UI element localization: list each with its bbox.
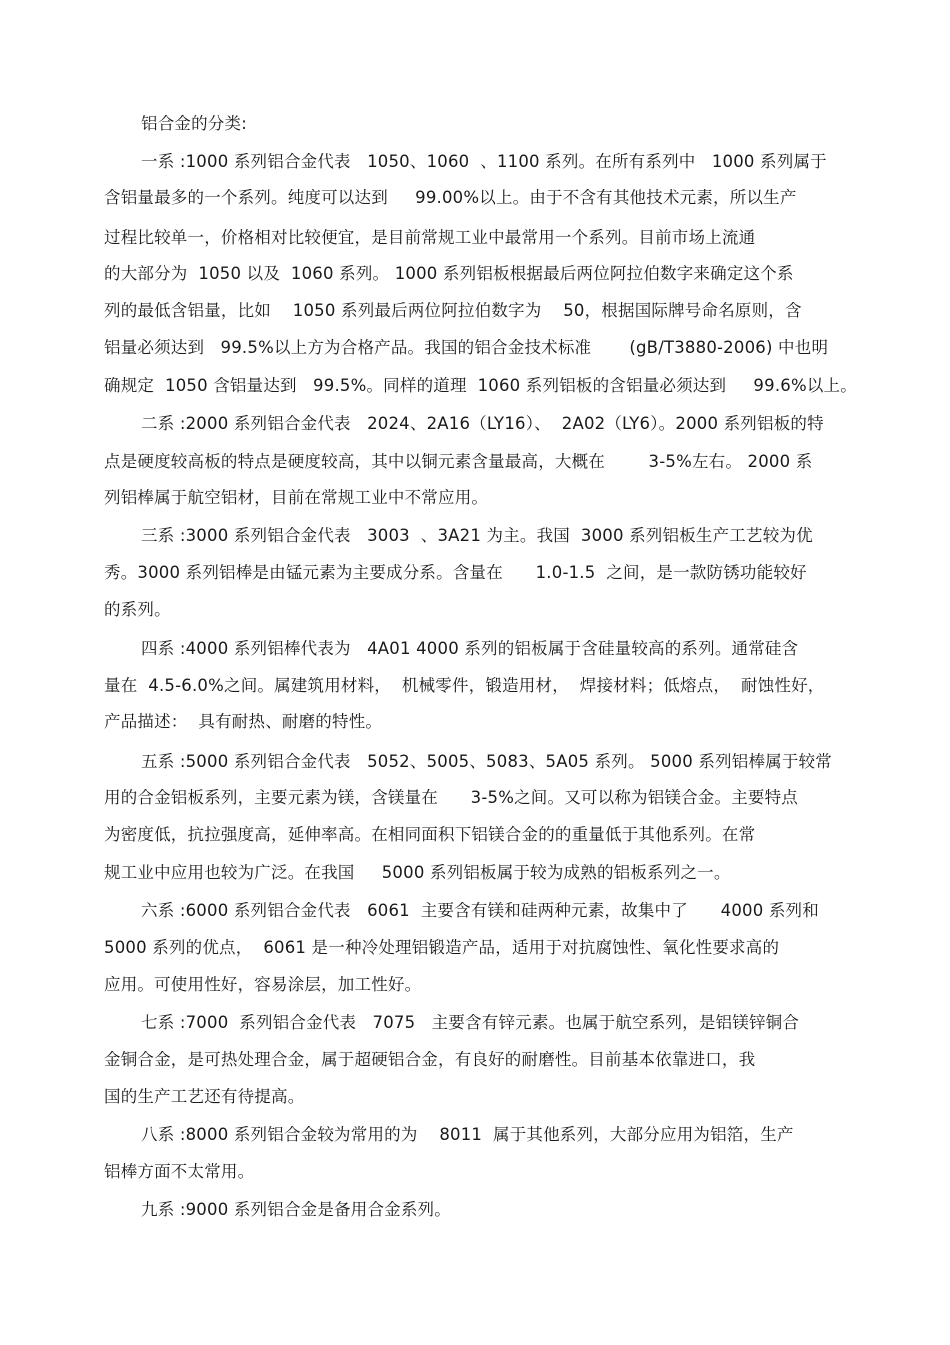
paragraph-7-line-1: 七系 :7000 系列铝合金代表 7075 主要含有锌元素。也属于航空系列，是铝镁锌铜合 <box>141 1013 800 1032</box>
paragraph-6-line-2: 5000 系列的优点， 6061 是一种冷处理铝锻造产品，适用于对抗腐蚀性、氧化性要求高的 <box>104 938 780 957</box>
paragraph-1-line-6: 铝量必须达到 99.5%以上方为合格产品。我国的铝合金技术标准 (gB/T3880-2006) 中也明 <box>104 338 829 357</box>
paragraph-7-line-2: 金铜合金，是可热处理合金，属于超硬铝合金，有良好的耐磨性。目前基本依靠进口，我 <box>104 1050 756 1069</box>
document-heading: 铝合金的分类: <box>141 114 247 133</box>
paragraph-8-line-2: 铝棒方面不太常用。 <box>104 1162 255 1181</box>
paragraph-8-line-1: 八系 :8000 系列铝合金较为常用的为 8011 属于其他系列，大部分应用为铝箔，生产 <box>141 1125 794 1144</box>
paragraph-3-line-3: 的系列。 <box>104 600 171 619</box>
paragraph-1-line-7: 确规定 1050 含铝量达到 99.5%。同样的道理 1060 系列铝板的含铝量必须达到 99.6%以上。 <box>104 376 857 395</box>
paragraph-3-line-2: 秀。3000 系列铝棒是由锰元素为主要成分系。含量在 1.0-1.5 之间，是一款防锈功能较好 <box>104 563 807 582</box>
paragraph-3-line-1: 三系 :3000 系列铝合金代表 3003 、3A21 为主。我国 3000 系列铝板生产工艺较为优 <box>141 526 813 545</box>
paragraph-4-line-3: 产品描述： 具有耐热、耐磨的特性。 <box>104 712 383 731</box>
paragraph-5-line-4: 规工业中应用也较为广泛。在我国 5000 系列铝板属于较为成熟的铝板系列之一。 <box>104 863 731 882</box>
paragraph-7-line-3: 国的生产工艺还有待提高。 <box>104 1087 305 1106</box>
paragraph-2-line-1: 二系 :2000 系列铝合金代表 2024、2A16（LY16）、 2A02（LY6）。2000 系列铝板的特 <box>141 414 824 433</box>
paragraph-9-line-1: 九系 :9000 系列铝合金是备用合金系列。 <box>141 1200 451 1219</box>
paragraph-5-line-2: 用的合金铝板系列，主要元素为镁，含镁量在 3-5%之间。又可以称为铝镁合金。主要特点 <box>104 788 798 807</box>
paragraph-1-line-3: 过程比较单一，价格相对比较便宜，是目前常规工业中最常用一个系列。目前市场上流通 <box>104 228 756 247</box>
paragraph-1-line-5: 列的最低含铝量，比如 1050 系列最后两位阿拉伯数字为 50，根据国际牌号命名原则，含 <box>104 301 802 320</box>
paragraph-6-line-3: 应用。可使用性好，容易涂层，加工性好。 <box>104 975 422 994</box>
paragraph-1-line-1: 一系 :1000 系列铝合金代表 1050、1060 、1100 系列。在所有系列中 1000 系列属于 <box>141 152 827 171</box>
paragraph-4-line-2: 量在 4.5-6.0%之间。属建筑用材料， 机械零件，锻造用材， 焊接材料；低熔点， 耐蚀性好， <box>104 676 825 695</box>
paragraph-4-line-1: 四系 :4000 系列铝棒代表为 4A01 4000 系列的铝板属于含硅量较高的系列。通常硅含 <box>141 639 799 658</box>
paragraph-5-line-3: 为密度低，抗拉强度高，延伸率高。在相同面积下铝镁合金的的重量低于其他系列。在常 <box>104 825 756 844</box>
paragraph-6-line-1: 六系 :6000 系列铝合金代表 6061 主要含有镁和硅两种元素，故集中了 4000 系列和 <box>141 901 819 920</box>
paragraph-2-line-3: 列铝棒属于航空铝材，目前在常规工业中不常应用。 <box>104 488 489 507</box>
paragraph-1-line-4: 的大部分为 1050 以及 1060 系列。 1000 系列铝板根据最后两位阿拉伯数字来确定这个系 <box>104 264 794 283</box>
paragraph-1-line-2: 含铝量最多的一个系列。纯度可以达到 99.00%以上。由于不含有其他技术元素，所以生产 <box>104 188 797 207</box>
paragraph-5-line-1: 五系 :5000 系列铝合金代表 5052、5005、5083、5A05 系列。 5000 系列铝棒属于较常 <box>141 752 832 771</box>
paragraph-2-line-2: 点是硬度较高板的特点是硬度较高，其中以铜元素含量最高，大概在 3-5%左右。 2000 系 <box>104 452 813 471</box>
